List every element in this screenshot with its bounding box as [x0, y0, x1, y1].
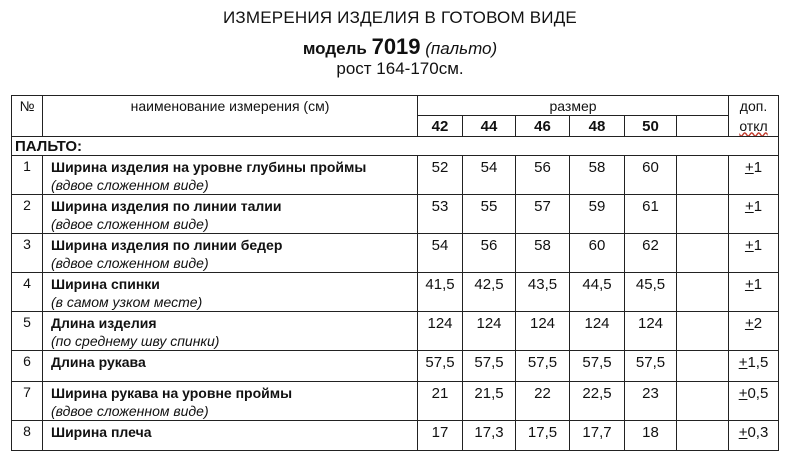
row-number: 6: [12, 351, 43, 382]
measurement-name: [43, 234, 418, 273]
size-value: 52: [418, 156, 463, 195]
table-row: [12, 351, 779, 382]
table-row: [12, 234, 779, 273]
size-value: 56: [463, 234, 516, 273]
measurement-note: (в самом узком месте): [51, 294, 203, 310]
size-value: 18: [625, 421, 677, 451]
plus-minus: +: [744, 315, 754, 332]
measurement-note: (вдвое сложенном виде): [51, 177, 209, 193]
size-value: 55: [463, 195, 516, 234]
size-value: 42,5: [463, 273, 516, 312]
header-tolerance-2: откл: [729, 116, 779, 137]
size-value: 124: [570, 312, 625, 351]
model-type: (пальто): [425, 39, 498, 58]
size-value: 54: [463, 156, 516, 195]
empty-cell: [677, 312, 729, 351]
measurement-title: Ширина изделия по линии бедер: [51, 237, 283, 253]
measurement-title: Ширина спинки: [51, 276, 160, 292]
table-row: [12, 382, 779, 421]
table-row: [12, 421, 779, 451]
measurement-title: Длина изделия: [51, 315, 157, 331]
empty-cell: [677, 273, 729, 312]
measurement-note: (вдвое сложенном виде): [51, 216, 209, 232]
measurement-name: [43, 195, 418, 234]
size-value: 41,5: [418, 273, 463, 312]
measurement-note: (вдвое сложенном виде): [51, 255, 209, 271]
row-number: 3: [12, 234, 43, 273]
measurement-title: Ширина рукава на уровне проймы: [51, 385, 293, 401]
tolerance: [729, 421, 779, 451]
plus-minus: +: [738, 424, 748, 441]
size-value: 56: [516, 156, 570, 195]
size-value: 57,5: [516, 351, 570, 382]
table-row: [12, 273, 779, 312]
tolerance: [729, 382, 779, 421]
tolerance-value: 1,5: [747, 354, 769, 371]
size-value: 17: [418, 421, 463, 451]
size-value: 124: [625, 312, 677, 351]
measurement-title: Ширина изделия по линии талии: [51, 198, 282, 214]
plus-minus: +: [744, 198, 754, 215]
plus-minus: +: [738, 354, 748, 371]
measurement-name: [43, 351, 418, 382]
measurement-note: (по среднему шву спинки): [51, 333, 220, 349]
size-value: 57: [516, 195, 570, 234]
row-number: 8: [12, 421, 43, 451]
size-value: 61: [625, 195, 677, 234]
tolerance-value: 0,5: [747, 385, 769, 402]
measurement-name: [43, 156, 418, 195]
size-value: 53: [418, 195, 463, 234]
size-value: 23: [625, 382, 677, 421]
header-tolerance: доп.: [729, 96, 779, 116]
tolerance-value: 1: [753, 159, 763, 176]
size-value: 21,5: [463, 382, 516, 421]
row-number: 7: [12, 382, 43, 421]
size-value: 57,5: [418, 351, 463, 382]
size-value: 58: [516, 234, 570, 273]
row-number: 2: [12, 195, 43, 234]
tolerance-value: 1: [753, 276, 763, 293]
plus-minus: +: [744, 159, 754, 176]
size-value: 58: [570, 156, 625, 195]
tolerance: [729, 195, 779, 234]
size-value: 124: [418, 312, 463, 351]
tolerance: [729, 351, 779, 382]
row-number: 5: [12, 312, 43, 351]
size-value: 43,5: [516, 273, 570, 312]
tolerance: [729, 312, 779, 351]
model-label: модель: [302, 39, 367, 58]
measurement-name: [43, 273, 418, 312]
tolerance-value: 2: [753, 315, 763, 332]
size-value: 17,5: [516, 421, 570, 451]
size-value: 54: [418, 234, 463, 273]
measurement-title: Длина рукава: [51, 354, 146, 370]
size-value: 57,5: [570, 351, 625, 382]
tolerance-value: 0,3: [747, 424, 769, 441]
model-number: 7019: [371, 34, 421, 59]
row-number: 4: [12, 273, 43, 312]
size-value: 60: [570, 234, 625, 273]
empty-cell: [677, 234, 729, 273]
measurement-name: [43, 312, 418, 351]
empty-cell: [677, 382, 729, 421]
measurements-table: [11, 95, 779, 451]
size-value: 21: [418, 382, 463, 421]
size-value: 22: [516, 382, 570, 421]
size-value: 17,3: [463, 421, 516, 451]
size-value: 124: [516, 312, 570, 351]
empty-cell: [677, 195, 729, 234]
size-value: 59: [570, 195, 625, 234]
measurement-title: Ширина плеча: [51, 424, 152, 440]
size-col: 42: [418, 116, 463, 137]
measurement-name: [43, 382, 418, 421]
tolerance: [729, 234, 779, 273]
tolerance-value: 1: [753, 198, 763, 215]
size-col: 46: [516, 116, 570, 137]
plus-minus: +: [744, 237, 754, 254]
measurement-note: (вдвое сложенном виде): [51, 403, 209, 419]
height-range: рост 164-170см.: [336, 59, 464, 78]
plus-minus: +: [744, 276, 754, 293]
size-value: 60: [625, 156, 677, 195]
size-col: 44: [463, 116, 516, 137]
document-title: ИЗМЕРЕНИЯ ИЗДЕЛИЯ В ГОТОВОМ ВИДЕ: [223, 8, 577, 27]
size-value: 22,5: [570, 382, 625, 421]
table-row: [12, 195, 779, 234]
header-name: наименование измерения (см): [43, 96, 418, 137]
tolerance: [729, 156, 779, 195]
size-value: 57,5: [625, 351, 677, 382]
size-value: 62: [625, 234, 677, 273]
size-col: 48: [570, 116, 625, 137]
empty-cell: [677, 421, 729, 451]
table-row: [12, 312, 779, 351]
size-value: 57,5: [463, 351, 516, 382]
empty-cell: [677, 351, 729, 382]
measurement-title: Ширина изделия на уровне глубины проймы: [51, 159, 367, 175]
tolerance-value: 1: [753, 237, 763, 254]
empty-cell: [677, 156, 729, 195]
size-col: [677, 116, 729, 137]
header-number: №: [12, 96, 43, 137]
size-col: 50: [625, 116, 677, 137]
measurement-name: [43, 421, 418, 451]
header-size: размер: [418, 96, 729, 116]
size-value: 17,7: [570, 421, 625, 451]
size-value: 124: [463, 312, 516, 351]
model-line: [0, 34, 800, 60]
row-number: 1: [12, 156, 43, 195]
section-title: ПАЛЬТО:: [12, 137, 779, 156]
size-value: 44,5: [570, 273, 625, 312]
plus-minus: +: [738, 385, 748, 402]
tolerance: [729, 273, 779, 312]
table-row: [12, 156, 779, 195]
size-value: 45,5: [625, 273, 677, 312]
